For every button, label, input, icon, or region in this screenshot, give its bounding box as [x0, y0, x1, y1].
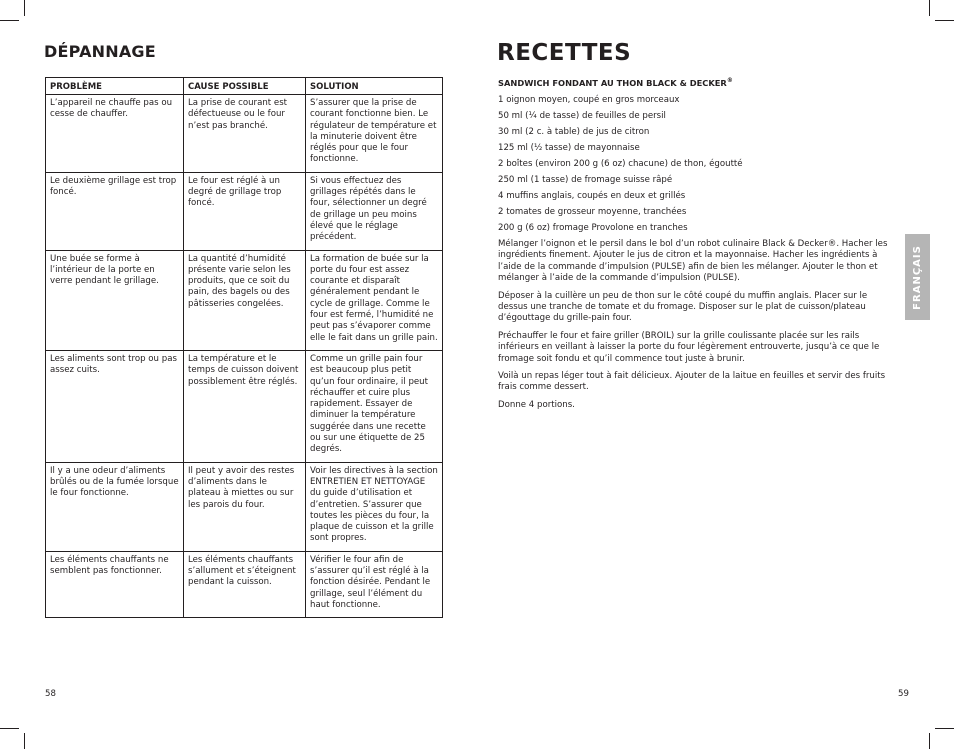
recipes-title: RECETTES: [497, 40, 632, 66]
table-row: [46, 95, 443, 173]
table-cell-solution: S’assurer que la prise de courant fonctionne bien. Le régulateur de température et la minuterie doivent être réglés pour que le four fonctionne.: [306, 95, 443, 173]
table-row: [46, 350, 443, 462]
ingredient-item: 125 ml (½ tasse) de mayonnaise: [498, 143, 640, 153]
crop-mark: [929, 0, 930, 16]
ingredient-item: 200 g (6 oz) fromage Provolone en tranches: [498, 223, 688, 233]
recipe-title: [498, 77, 733, 88]
column-header-solution: SOLUTION: [306, 78, 443, 95]
table-cell-solution: Voir les directives à la section ENTRETIEN ET NETTOYAGE du guide d’utilisation et d’entretien. S’assurer que toutes les pièces du four, la plaque de cuisson et la grille sont propres.: [306, 462, 443, 551]
column-header-cause: CAUSE POSSIBLE: [184, 78, 306, 95]
ingredient-item: 1 oignon moyen, coupé en gros morceaux: [498, 95, 680, 105]
crop-mark: [24, 733, 25, 749]
table-cell-cause: La température et le temps de cuisson doivent possiblement être réglés.: [184, 350, 306, 462]
recipe-steps: [498, 239, 890, 411]
recipe-step: Donne 4 portions.: [498, 399, 575, 410]
troubleshooting-table: [45, 77, 443, 618]
page-number-left: 58: [45, 689, 56, 699]
table-row: [46, 172, 443, 250]
table-cell-cause: Les éléments chauffants s’allument et s’éteignent pendant la cuisson.: [184, 551, 306, 617]
crop-mark: [929, 733, 930, 749]
language-tab: [905, 234, 930, 320]
crop-mark: [935, 20, 954, 21]
table-cell-problem: Il y a une odeur d’aliments brûlés ou de la fumée lorsque le four fonctionne.: [46, 462, 184, 551]
table-cell-problem: Le deuxième grillage est trop foncé.: [46, 172, 184, 250]
ingredient-list: [498, 95, 890, 234]
table-row: [46, 250, 443, 350]
registered-mark: ®: [726, 77, 733, 84]
table-cell-problem: L’appareil ne chauffe pas ou cesse de chauffer.: [46, 95, 184, 173]
ingredient-item: 30 ml (2 c. à table) de jus de citron: [498, 127, 650, 137]
table-row: [46, 551, 443, 617]
table-cell-cause: La prise de courant est défectueuse ou le four n’est pas branché.: [184, 95, 306, 173]
table-cell-solution: Vérifier le four afin de s’assurer qu’il est réglé à la fonction désirée. Pendant le grillage, seul l’élément du haut fonctionne.: [306, 551, 443, 617]
ingredient-item: 4 muffins anglais, coupés en deux et grillés: [498, 191, 686, 201]
crop-mark: [24, 0, 25, 16]
table-cell-cause: Le four est réglé à un degré de grillage trop foncé.: [184, 172, 306, 250]
crop-mark: [935, 728, 954, 729]
recipe-step: Préchauffer le four et faire griller (BROIL) sur la grille coulissante placée sur les rails inférieurs en veillant à laisser la porte du four légèrement entrouverte, jusqu’à ce que le fromage soit fondu et qu’il commence tout juste à brunir.: [498, 330, 880, 364]
troubleshooting-title: DÉPANNAGE: [44, 42, 156, 61]
recipe-step: Déposer à la cuillère un peu de thon sur le côté coupé du muffin anglais. Placer sur le dessus une tranche de tomate et du fromage. Disposer sur le plat de cuisson/plateau d’égouttage du grille-pain four.: [498, 290, 868, 324]
language-tab-label: FRANÇAIS: [912, 244, 924, 310]
table-row: [46, 462, 443, 551]
table-cell-cause: La quantité d’humidité présente varie selon les produits, que ce soit du pain, des bagels ou des pâtisseries congelées.: [184, 250, 306, 350]
crop-mark: [0, 20, 19, 21]
ingredient-item: 50 ml (¼ de tasse) de feuilles de persil: [498, 111, 666, 121]
table-header-row: [46, 78, 443, 95]
ingredient-item: 2 boîtes (environ 200 g (6 oz) chacune) de thon, égoutté: [498, 159, 743, 169]
table-cell-cause: Il peut y avoir des restes d’aliments dans le plateau à miettes ou sur les parois du four.: [184, 462, 306, 551]
crop-mark: [0, 728, 19, 729]
recipe-step: Voilà un repas léger tout à fait délicieux. Ajouter de la laitue en feuilles et servir des fruits frais comme dessert.: [498, 371, 886, 393]
recipe-step: Mélanger l’oignon et le persil dans le bol d’un robot culinaire Black & Decker®. Hacher les ingrédients finement. Ajouter le jus de citron et la mayonnaise. Hacher les ingrédients à l’aide de la commande d’impulsion (PULSE) afin de bien les mélanger. Ajouter le thon et mélanger à l’aide de la commande d’impulsion (PULSE).: [498, 239, 888, 284]
table-cell-problem: Les éléments chauffants ne semblent pas fonctionner.: [46, 551, 184, 617]
column-header-problem: PROBLÈME: [46, 78, 184, 95]
recipe-body: [498, 95, 890, 417]
table-cell-solution: La formation de buée sur la porte du four est assez courante et disparaît généralement pendant le cycle de grillage. Comme le four est fermé, l’humidité ne peut pas s’évaporer comme elle le fait dans un grille pain.: [306, 250, 443, 350]
ingredient-item: 250 ml (1 tasse) de fromage suisse râpé: [498, 175, 673, 185]
table-cell-solution: Comme un grille pain four est beaucoup plus petit qu’un four ordinaire, il peut réchauffer et cuire plus rapidement. Essayer de diminuer la température suggérée dans une recette ou sur une étiquette de 25 degrés.: [306, 350, 443, 462]
table-cell-problem: Une buée se forme à l’intérieur de la porte en verre pendant le grillage.: [46, 250, 184, 350]
table-cell-problem: Les aliments sont trop ou pas assez cuits.: [46, 350, 184, 462]
table-cell-solution: Si vous effectuez des grillages répétés dans le four, sélectionner un degré de grillage un peu moins élevé que le réglage précédent.: [306, 172, 443, 250]
recipe-title-text: SANDWICH FONDANT AU THON BLACK & DECKER: [498, 77, 727, 88]
ingredient-item: 2 tomates de grosseur moyenne, tranchées: [498, 207, 687, 217]
page-number-right: 59: [898, 689, 909, 699]
